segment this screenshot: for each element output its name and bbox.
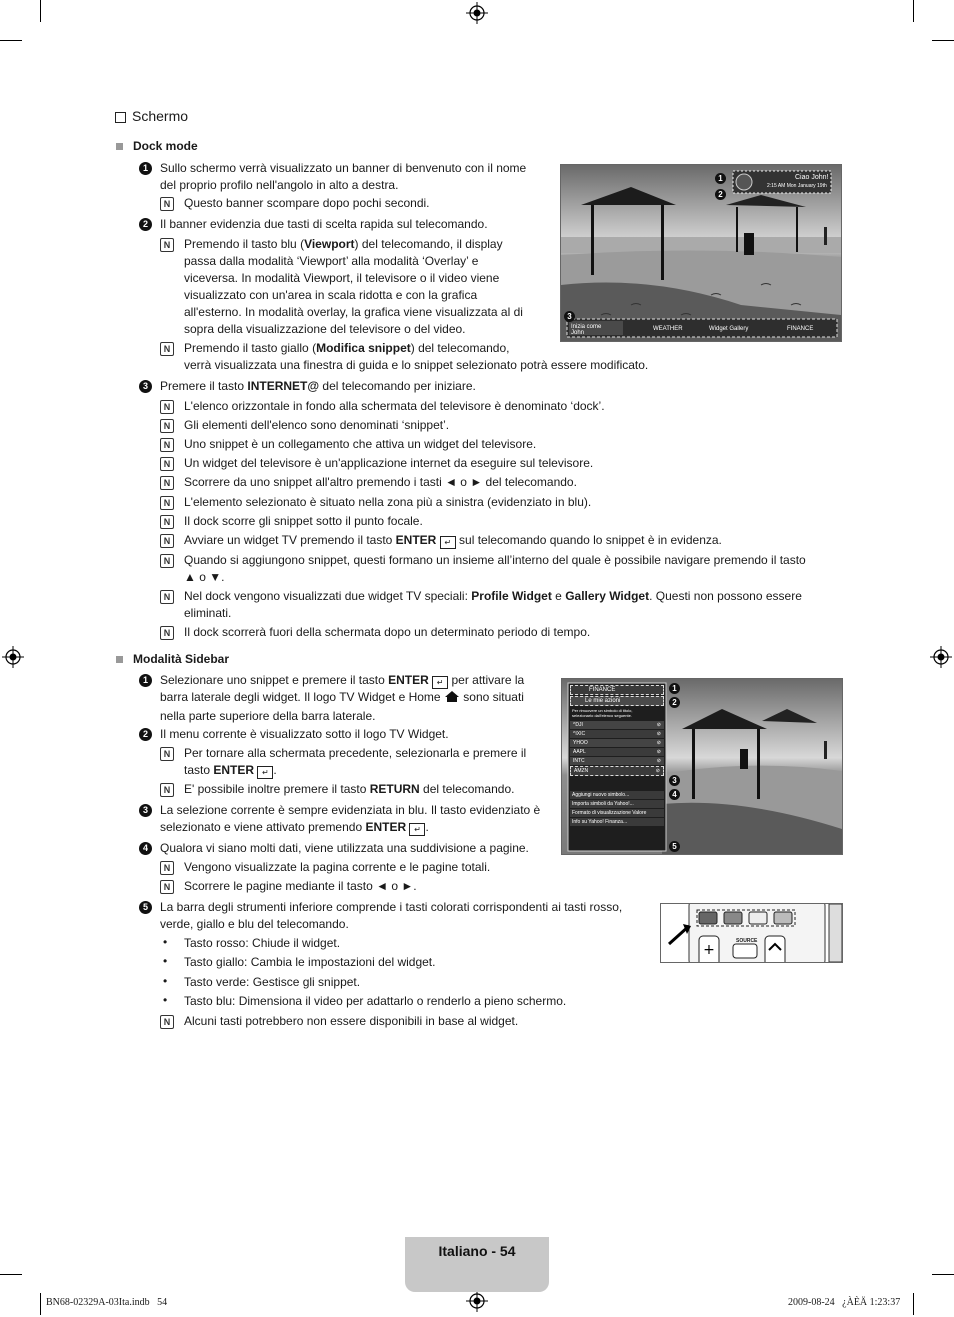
note-special: Nel dock vengono visualizzati due widget TV speciali: Profile Widget e Gallery Widget. Questi non possono essere eliminati. [184,589,802,620]
source-label: SOURCE [736,938,758,944]
step-number-2: 2 [139,728,152,741]
note-icon: N [160,197,174,211]
sidebar-item-4: Qualora vi siano molti dati, viene utilizzata una suddivisione a pagine. [160,841,529,855]
note-icon: N [160,238,174,252]
sidebar-action[interactable]: Aggiungi nuovo simbolo... [570,791,664,799]
stock-symbol: AMZN [574,768,589,774]
dock-item-1: Sullo schermo verrà visualizzato un banner di benvenuto con il nome del proprio profilo nell'angolo in alto a destra. [160,161,527,192]
sidebar-heading: Modalità Sidebar [116,652,229,666]
square-bullet-icon [116,143,123,150]
note-icon: N [160,590,174,604]
stock-symbol: ^DJI [573,722,583,728]
sidebar-item-2: Il menu corrente è visualizzato sotto il logo TV Widget. [160,727,449,741]
stock-row[interactable] [570,739,664,747]
sidebar-final-note: Alcuni tasti potrebbero non essere disponibili in base al widget. [184,1014,519,1028]
registration-mark-icon [466,2,488,24]
remove-icon[interactable]: ⊘ [656,722,661,728]
footer-date: 2009-08-24 ¿ÀÈÄ 1:23:37 [788,1297,901,1308]
action-list [570,791,664,826]
stock-symbol: INTC [573,758,585,764]
stock-row[interactable] [570,757,664,765]
sidebar-item-4-note-2: Scorrere le pagine mediante il tasto ◄ o ►. [184,879,417,893]
stock-symbol: ^IXIC [573,731,586,737]
finance-sidebar [570,685,664,826]
page-label: Italiano - 54 [438,1243,516,1259]
note-icon: N [160,342,174,356]
dock-item-3: Premere il tasto INTERNET@ del telecomando per iniziare. [160,379,476,393]
stock-row[interactable] [570,721,664,729]
remove-icon[interactable]: ⊘ [656,749,661,755]
remove-icon[interactable]: ⊘ [655,768,660,774]
sidebar-item-4-note-1: Vengono visualizzate la pagina corrente e le pagine totali. [184,860,491,874]
registration-mark-icon [930,646,952,668]
callout-4: 4 [669,789,680,800]
dock-item-2: Il banner evidenzia due tasti di scelta rapida sul telecomando. [160,217,488,231]
note-icon: N [160,515,174,529]
note-icon: N [160,400,174,414]
dock-note: Scorrere da uno snippet all'altro premendo i tasti ◄ o ► del telecomando. [184,475,577,489]
stock-row[interactable] [570,730,664,738]
dock-snippet-profile[interactable]: Inizia come John [571,324,602,336]
note-icon: N [160,496,174,510]
step-number-5: 5 [139,901,152,914]
stock-row[interactable] [570,766,664,776]
remote-control-image [660,903,843,963]
callout-2: 2 [669,697,680,708]
dock-note: L'elenco orizzontale in fondo alla schermata del televisore è denominato ‘dock’. [184,399,605,413]
step-number-3: 3 [139,804,152,817]
sidebar-item-5: La barra degli strumenti inferiore comprende i tasti colorati corrispondenti ai tasti rosso, verde, giallo e blu del telecomando. [160,900,623,931]
dock-note: Uno snippet è un collegamento che attiva un widget del televisore. [184,437,537,451]
sidebar-submenu[interactable]: Le mie azioni [570,696,664,706]
note-last: Il dock scorrerà fuori della schermata dopo un determinato periodo di tempo. [184,625,591,639]
remove-icon[interactable]: ⊘ [656,731,661,737]
dock-note: L'elemento selezionato è situato nella zona più a sinistra (evidenziato in blu). [184,495,592,509]
enter-key-icon: ↵ [409,823,425,836]
dock-heading: Dock mode [116,139,198,153]
color-key-bullet: Tasto verde: Gestisce gli snippet. [184,975,361,989]
dock-note: Gli elementi dell'elenco sono denominati ‘snippet’. [184,418,450,432]
note-group: Quando si aggiungono snippet, questi formano un insieme all’interno del quale è possibile navigare premendo il tasto ▲ o ▼. [184,553,806,584]
sidebar-item-2-note-1: Per tornare alla schermata precedente, selezionarla e premere il tasto ENTER ↵ . [184,746,527,777]
color-key-bullet: Tasto blu: Dimensiona il video per adattarlo o renderlo a pieno schermo. [184,994,567,1008]
sidebar-header: FINANCE [570,685,664,695]
note-icon: N [160,783,174,797]
dock-snippet-finance[interactable]: FINANCE [787,326,814,332]
dock-item-1-note: Questo banner scompare dopo pochi secondi. [184,196,430,210]
step-number-4: 4 [139,842,152,855]
callout-3: 3 [669,775,680,786]
bullet-dot-icon: • [163,935,168,949]
step-number-1: 1 [139,162,152,175]
note-icon: N [160,747,174,761]
sidebar-mode-screenshot [561,678,843,855]
checkbox-square-icon [115,112,126,123]
callout-1: 1 [715,173,726,184]
sidebar-action[interactable]: Info su Yahoo! Finanza... [570,818,664,826]
home-icon [444,690,460,708]
callout-2: 2 [715,189,726,200]
note-icon: N [160,457,174,471]
dock-note: Il dock scorre gli snippet sotto il punto focale. [184,514,423,528]
dock-snippet-weather[interactable]: WEATHER [653,326,683,332]
note-icon: N [160,880,174,894]
dock-snippet-gallery[interactable]: Widget Gallery [709,326,749,332]
welcome-datetime: 2:15 AM Mon January 19th [767,183,827,189]
bullet-dot-icon: • [163,974,168,988]
page-number-tab [405,1237,549,1292]
section-title: Schermo [115,108,188,124]
remote-illustration [661,904,842,962]
note-icon: N [160,419,174,433]
dock-note: Un widget del televisore è un'applicazione internet da eseguire sul televisore. [184,456,594,470]
step-number-1: 1 [139,674,152,687]
footer-file: BN68-02329A-03Ita.indb 54 [46,1297,168,1308]
square-bullet-icon [116,656,123,663]
note-icon: N [160,476,174,490]
dock-item-2-note-2: Premendo il tasto giallo (Modifica snippet) del telecomando, verrà visualizzata una finestra di guida e lo snippet selezionato potrà essere modificato. [184,341,649,372]
note-icon: N [160,1015,174,1029]
registration-mark-icon [2,646,24,668]
note-icon: N [160,534,174,548]
stock-symbol: YHOO [573,740,588,746]
bullet-dot-icon: • [163,993,168,1007]
svg-text:+: + [703,942,715,958]
color-key-bullet: Tasto giallo: Cambia le impostazioni del widget. [184,955,436,969]
step-number-2: 2 [139,218,152,231]
note-icon: N [160,861,174,875]
dock-mode-screenshot [560,164,842,342]
remove-icon[interactable]: ⊘ [656,758,661,764]
sidebar-action[interactable]: Formato di visualizzazione Valore [570,809,664,817]
sidebar-info: Per rimuovere un simbolo di titolo, selezionarlo dall'elenco seguente. [572,708,633,718]
note-icon: N [160,438,174,452]
sidebar-item-3: La selezione corrente è sempre evidenziata in blu. Il tasto evidenziato è selezionato e viene attivato premendo ENTER ↵ . [160,803,541,834]
note-icon: N [160,626,174,640]
callout-1: 1 [669,683,680,694]
color-key-bullet: Tasto rosso: Chiude il widget. [184,936,341,950]
sidebar-item-2-note-2: E' possibile inoltre premere il tasto RETURN del telecomando. [184,782,515,796]
sidebar-action[interactable]: Importa simboli da Yahoo!... [570,800,664,808]
stock-list [570,721,664,776]
dock-item-2-note-1: Premendo il tasto blu (Viewport) del telecomando, il display passa dalla modalità ‘Viewport’ alla modalità ‘Overlay’ e viceversa. In modalità Viewport, il televisore o il video viene visualizzato con un'area in scala ridotta e con la grafica all'esterno. In modalità overlay, la grafica viene visualizzata al di sopra della visualizzazione del televisore o del video. [184,237,523,336]
enter-key-icon: ↵ [432,676,448,689]
bullet-dot-icon: • [163,954,168,968]
welcome-greeting: Ciao John! [795,174,829,181]
callout-5: 5 [669,841,680,852]
step-number-3: 3 [139,380,152,393]
beach-scene-image [561,165,841,341]
stock-row[interactable] [570,748,664,756]
enter-key-icon: ↵ [257,766,273,779]
note-icon: N [160,554,174,568]
remove-icon[interactable]: ⊘ [656,740,661,746]
sidebar-item-1: Selezionare uno snippet e premere il tasto ENTER ↵ per attivare la barra laterale degli widget. Il logo TV Widget e Home sono situati nella parte superiore della barra laterale. [160,673,525,723]
enter-key-icon: ↵ [440,536,456,549]
stock-symbol: AAPL [573,749,586,755]
registration-mark-icon [466,1290,488,1312]
callout-3: 3 [564,311,575,322]
note-enter: Avviare un widget TV premendo il tasto ENTER ↵ sul telecomando quando lo snippet è in evidenza. [184,533,722,547]
